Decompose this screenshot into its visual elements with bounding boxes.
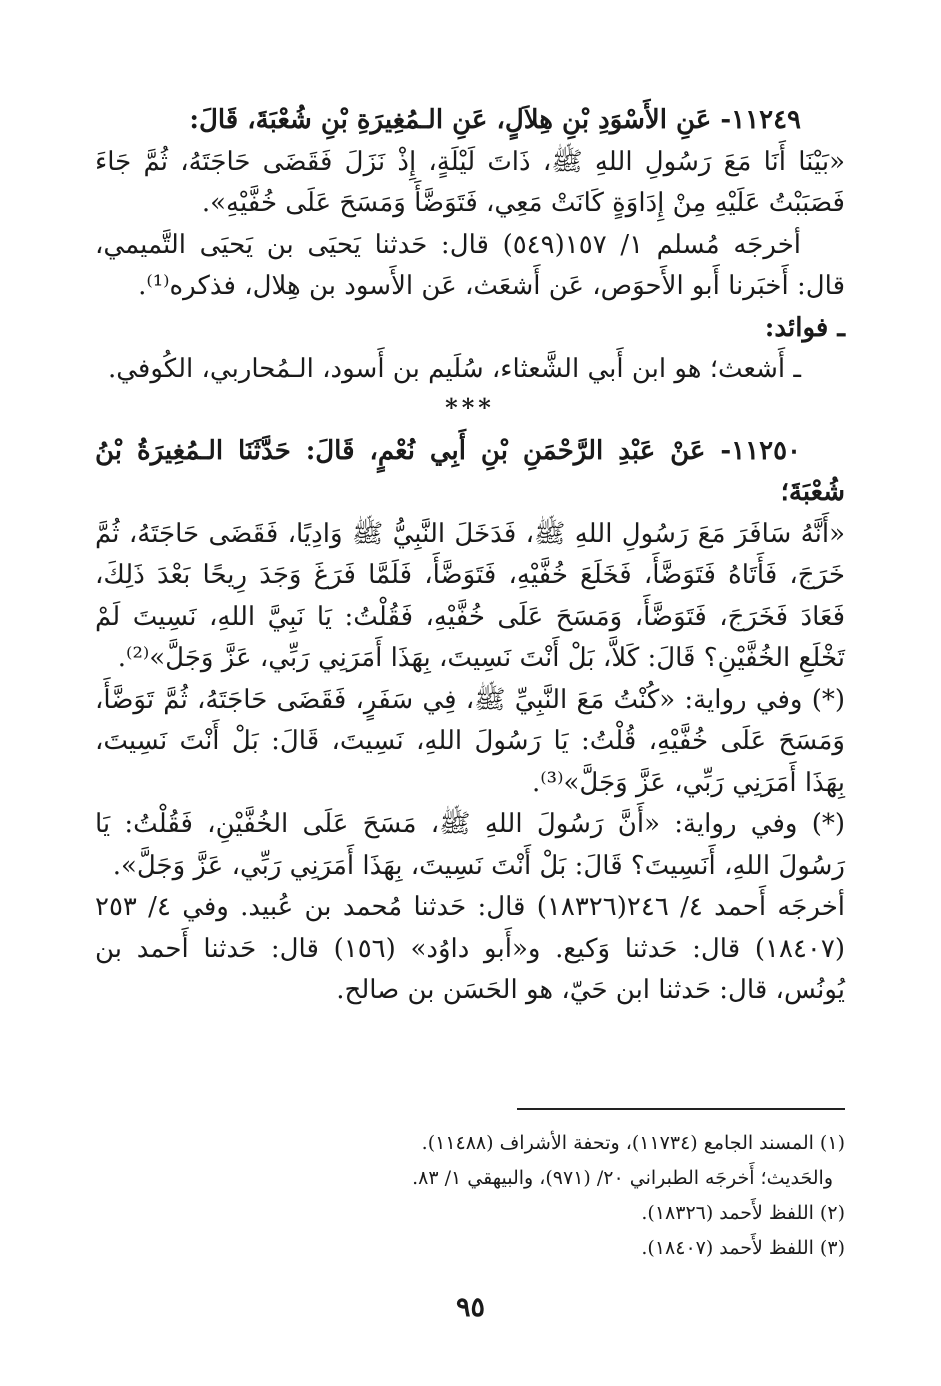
hadith-1250-riwaya-2: (*) وفي رواية: «أَنَّ رَسُولَ اللهِ ﷺ، مَسَحَ عَلَى الخُفَّيْنِ، فَقُلْتُ: يَا رَسُولَ اللهِ، أَنَسِيتَ؟ قَالَ: بَلْ أَنْتَ نَسِيتَ، بِهَذَا أَمَرَنِي رَبِّي، عَزَّ وَجَلَّ». xyxy=(95,809,845,881)
hadith-1250-matn: «أَنَّهُ سَافَرَ مَعَ رَسُولِ اللهِ ﷺ، فَدَخَلَ النَّبِيُّ ﷺ وَادِيًا، فَقَضَى حَاجَتَهُ، ثُمَّ خَرَجَ، فَأَتَاهُ فَتَوَضَّأَ، فَخَلَعَ خُفَّيْهِ، فَتَوَضَّأَ، فَلَمَّا فَرَغَ وَجَدَ رِيحًا بَعْدَ ذَلِكَ، فَعَادَ فَخَرَجَ، فَتَوَضَّأَ، وَمَسَحَ عَلَى خُفَّيْهِ، فَقُلْتُ: يَا نَبِيَّ اللهِ، نَسِيتَ لَمْ تَخْلَعِ الخُفَّيْنِ؟ قَالَ: كَلاَّ، بَلْ أَنْتَ نَسِيتَ، بِهَذَا أَمَرَنِي رَبِّي، عَزَّ وَجَلَّ»⁽²⁾. xyxy=(95,518,845,673)
footnote-2: (٢) اللفظ لأَحمد (١٨٣٢٦). xyxy=(641,1202,845,1224)
footnote-rule xyxy=(517,1108,845,1110)
hadith-1249-matn: «بَيْنَا أَنَا مَعَ رَسُولِ اللهِ ﷺ، ذَاتَ لَيْلَةٍ، إِذْ نَزَلَ فَقَضَى حَاجَتَهُ، ثُمَّ جَاءَ فَصَبَبْتُ عَلَيْهِ مِنْ إِدَاوَةٍ كَانَتْ مَعِي، فَتَوَضَّأَ وَمَسَحَ عَلَى خُفَّيْهِ». xyxy=(95,146,845,218)
hadith-1250-heading: ١١٢٥٠- عَنْ عَبْدِ الرَّحْمَنِ بْنِ أَبِي نُعْمٍ، قَالَ: حَدَّثَنَا الـمُغِيرَةُ بْنُ شُعْبَةَ؛ xyxy=(95,435,845,507)
footnote-3: (٣) اللفظ لأَحمد (١٨٤٠٧). xyxy=(641,1237,845,1259)
hadith-1249-heading: ١١٢٤٩- عَنِ الأَسْوَدِ بْنِ هِلاَلٍ، عَنِ الـمُغِيرَةِ بْنِ شُعْبَةَ، قَالَ: xyxy=(189,105,801,135)
section-separator: *** xyxy=(445,392,495,422)
hadith-1250-takhrij: أخرجَه أَحمد ٤/ ٢٤٦(١٨٣٢٦) قال: حَدثنا مُحمد بن عُبيد. وفي ٤/ ٢٥٣ (١٨٤٠٧) قال: حَدثنا وَكيع. و«أَبو داوُد» (١٥٦) قال: حَدثنا أَحمد بن يُونُس، قال: حَدثنا ابن حَيّ، هو الحَسَن بن صالح. xyxy=(95,892,845,1005)
page-number: ٩٥ xyxy=(455,1292,485,1323)
main-text xyxy=(95,100,845,1012)
footnote-1-continued: والحَديث؛ أَخرجَه الطبراني ٢٠/ (٩٧١)، والبيهقي ١/ ٨٣. xyxy=(412,1167,833,1189)
fawaid-item: ـ أَشعث؛ هو ابن أَبي الشَّعثاء، سُلَيم بن أَسود، الـمُحاربي، الكُوفي. xyxy=(107,354,801,384)
footnotes xyxy=(95,1126,845,1266)
hadith-1250-riwaya-1: (*) وفي رواية: «كُنْتُ مَعَ النَّبِيِّ ﷺ، فِي سَفَرٍ، فَقَضَى حَاجَتَهُ، ثُمَّ تَوَضَّأَ، وَمَسَحَ عَلَى خُفَّيْهِ، قُلْتُ: يَا رَسُولَ اللهِ، نَسِيتَ، قَالَ: بَلْ أَنْتَ نَسِيتَ، بِهَذَا أَمَرَنِي رَبِّي، عَزَّ وَجَلَّ»⁽³⁾. xyxy=(95,684,845,798)
fawaid-label: ـ فوائد: xyxy=(764,312,845,343)
footnote-1: (١) المسند الجامع (١١٧٣٤)، وتحفة الأشراف (١١٤٨٨). xyxy=(421,1132,845,1154)
hadith-1249-takhrij: أخرجَه مُسلم ١/ ١٥٧(٥٤٩) قال: حَدثنا يَحيَى بن يَحيَى التَّميمي، قال: أَخبَرنا أَبو الأَحوَص، عَن أَشعَث، عَن الأَسود بن هِلال، فذكره⁽¹⁾. xyxy=(95,229,845,301)
